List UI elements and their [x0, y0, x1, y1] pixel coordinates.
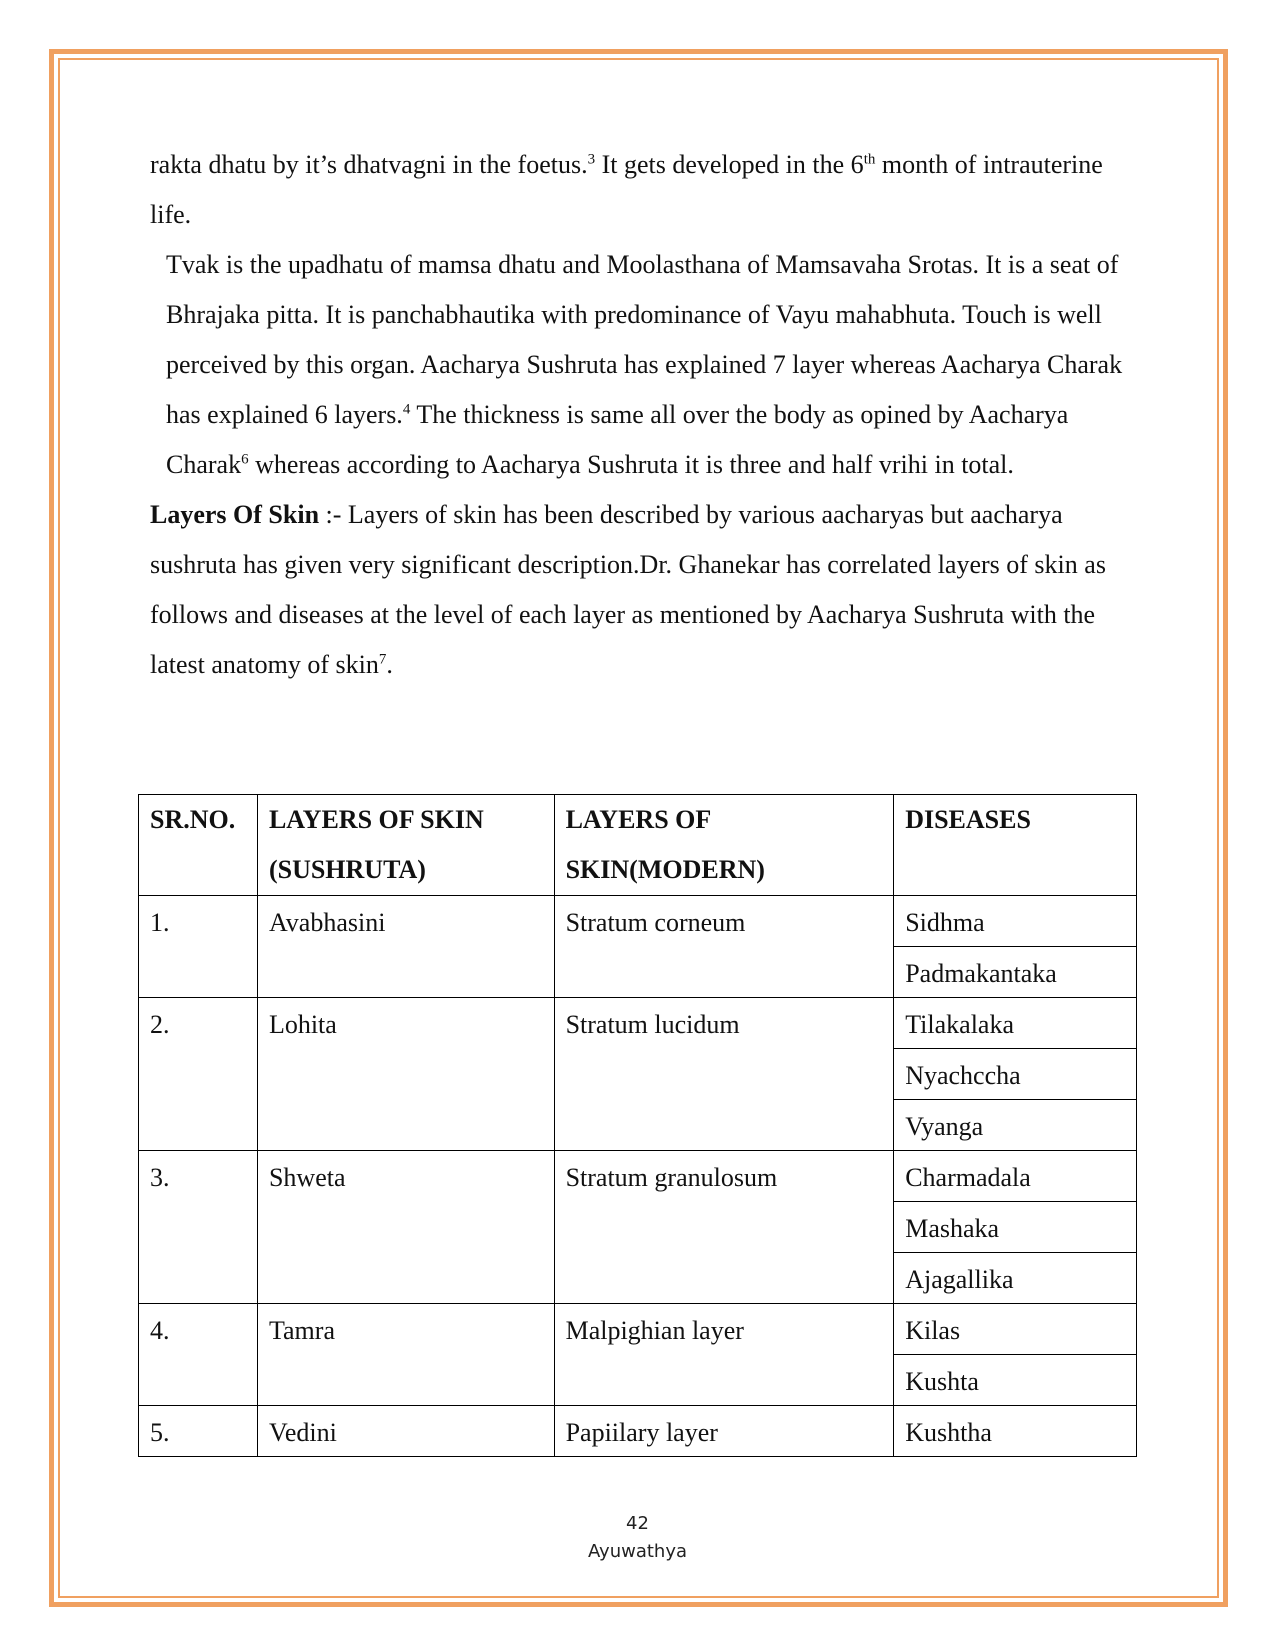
cell-modern-layer: Malpighian layer: [554, 1304, 894, 1406]
header-layers-sushruta: [257, 795, 554, 896]
header-diseases: [894, 795, 1137, 896]
paragraph-2-text-b: The thickness is same all over the body as opined by Aacharya Charak: [166, 400, 1069, 479]
cell-sr: 3.: [139, 1151, 258, 1304]
cell-disease: Nyachccha: [894, 1049, 1137, 1100]
paragraph-3-period: .: [386, 650, 393, 679]
header-layers-sushruta-line2: (SUSHRUTA): [268, 855, 426, 884]
paragraph-2-text-c: whereas according to Aacharya Sushruta it is three and half vrihi in total.: [248, 450, 1014, 479]
table-row: [139, 998, 1137, 1049]
cell-sushruta-layer: Lohita: [257, 998, 554, 1151]
cell-modern-layer: Stratum granulosum: [554, 1151, 894, 1304]
table-row: [139, 1406, 1137, 1457]
table-header-row: [139, 795, 1137, 896]
cell-sushruta-layer: Shweta: [257, 1151, 554, 1304]
cell-disease: Mashaka: [894, 1202, 1137, 1253]
paragraph-1: [150, 140, 1140, 240]
page-number: 42: [626, 1513, 649, 1534]
footnote-ref-6: 6: [241, 451, 249, 468]
header-layers-modern-line2: SKIN(MODERN): [565, 855, 765, 884]
footnote-ref-3: 3: [587, 151, 596, 168]
paragraph-3-text: :- Layers of skin has been described by various aacharyas but aacharya sushruta has given very significant description.Dr. Ghanekar has correlated layers of skin as follows and diseases at the level of each layer as mentioned by Aacharya Sushruta with the latest anatomy of skin: [150, 500, 1106, 679]
paragraph-2: [150, 240, 1140, 490]
header-diseases-text: DISEASES: [905, 805, 1031, 834]
cell-disease: Kushta: [894, 1355, 1137, 1406]
footnote-ref-7: 7: [378, 651, 387, 668]
cell-sushruta-layer: Tamra: [257, 1304, 554, 1406]
ordinal-suffix: th: [863, 151, 876, 168]
cell-disease: Kushtha: [894, 1406, 1137, 1457]
body-text: [150, 140, 1140, 690]
cell-disease: Ajagallika: [894, 1253, 1137, 1304]
cell-sr: 1.: [139, 896, 258, 998]
cell-sushruta-layer: Vedini: [257, 1406, 554, 1457]
header-layers-modern-line1: LAYERS OF: [565, 805, 712, 834]
cell-disease: Kilas: [894, 1304, 1137, 1355]
cell-disease: Sidhma: [894, 896, 1137, 947]
header-layers-sushruta-line1: LAYERS OF SKIN: [268, 805, 484, 834]
cell-modern-layer: Papiilary layer: [554, 1406, 894, 1457]
section-heading-layers-of-skin: Layers Of Skin: [150, 500, 320, 529]
cell-disease: Charmadala: [894, 1151, 1137, 1202]
paragraph-3: [150, 490, 1140, 690]
table-row: [139, 1151, 1137, 1202]
cell-sushruta-layer: Avabhasini: [257, 896, 554, 998]
journal-name: Ayuwathya: [587, 1541, 688, 1562]
cell-disease: Vyanga: [894, 1100, 1137, 1151]
cell-modern-layer: Stratum corneum: [554, 896, 894, 998]
skin-layers-table: [138, 794, 1137, 1457]
paragraph-1-text-c: month of intrauterine life.: [150, 150, 1103, 229]
header-sr-no: [139, 795, 258, 896]
table-row: [139, 896, 1137, 947]
paragraph-2-text-a: Tvak is the upadhatu of mamsa dhatu and Moolasthana of Mamsavaha Srotas. It is a seat of Bhrajaka pitta. It is panchabhautika with predominance of Vayu mahabhuta. Touch is well perceived by this organ. Aacharya Sushruta has explained 7 layer whereas Aacharya Charak has explained 6 layers.: [166, 250, 1123, 429]
paragraph-1-text-b: It gets developed in the 6: [595, 150, 864, 179]
cell-disease: Tilakalaka: [894, 998, 1137, 1049]
cell-modern-layer: Stratum lucidum: [554, 998, 894, 1151]
cell-sr: 5.: [139, 1406, 258, 1457]
cell-sr: 4.: [139, 1304, 258, 1406]
cell-sr: 2.: [139, 998, 258, 1151]
header-sr-no-text: SR.NO.: [150, 805, 236, 834]
header-layers-modern: [554, 795, 894, 896]
cell-disease: Padmakantaka: [894, 947, 1137, 998]
footnote-ref-4: 4: [402, 401, 411, 418]
paragraph-1-text-a: rakta dhatu by it’s dhatvagni in the foetus.: [150, 150, 588, 179]
table-row: [139, 1304, 1137, 1355]
